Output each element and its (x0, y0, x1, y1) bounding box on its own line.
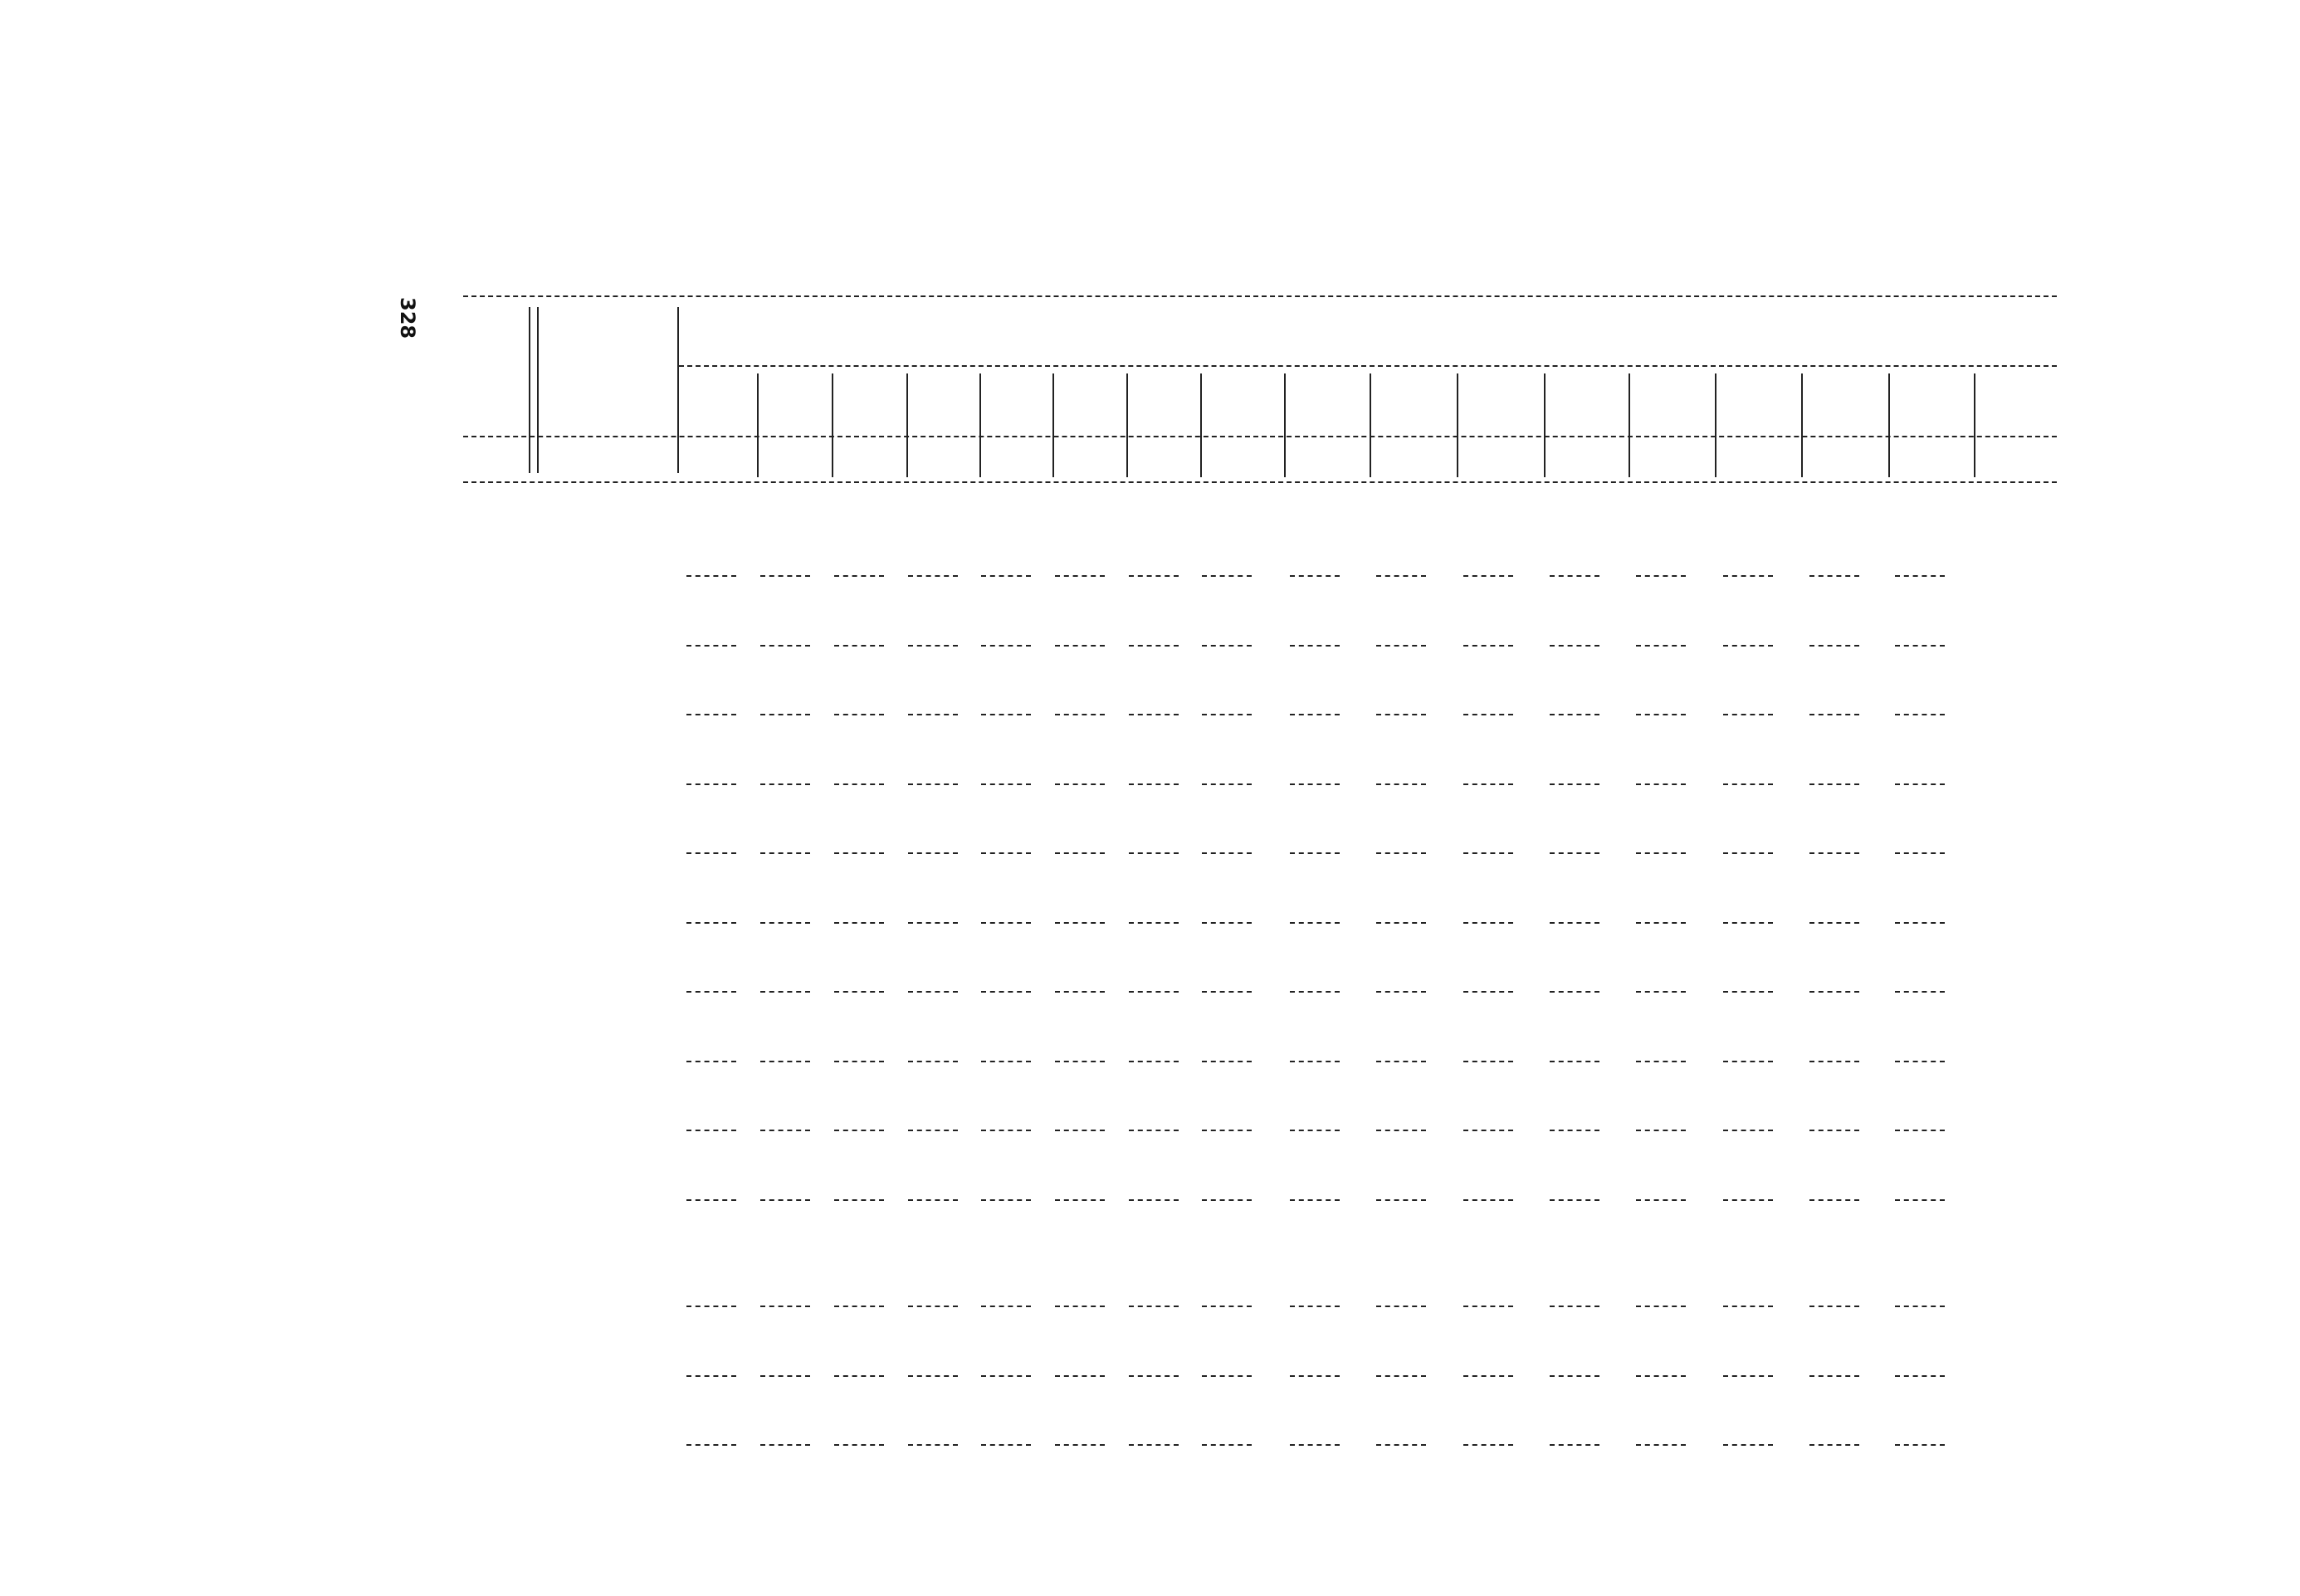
fraction-bar (1636, 1061, 1686, 1062)
fraction-bar (981, 1444, 1031, 1446)
fraction-bar (1809, 1375, 1859, 1377)
fraction-bar (908, 783, 958, 785)
fraction-bar (1129, 714, 1179, 715)
fraction-bar (1463, 1061, 1513, 1062)
fraction-bar (1376, 922, 1426, 924)
fraction-bar (908, 1199, 958, 1201)
fraction-bar (834, 714, 884, 715)
header-rule-top (463, 295, 2057, 297)
fraction-bar (1463, 1444, 1513, 1446)
region-column-rule (1629, 373, 1630, 477)
fraction-bar (1809, 922, 1859, 924)
fraction-bar (1290, 1130, 1340, 1131)
fraction-bar (1809, 1130, 1859, 1131)
fraction-bar (1636, 575, 1686, 577)
fraction-bar (1550, 1199, 1599, 1201)
fraction-bar (1636, 991, 1686, 993)
fraction-bar (1290, 1061, 1340, 1062)
fraction-bar (1895, 1444, 1945, 1446)
fraction-bar (1202, 1061, 1252, 1062)
fraction-bar (1463, 852, 1513, 854)
fraction-bar (1463, 645, 1513, 647)
region-column-rule (906, 373, 908, 477)
fraction-bar (1376, 1306, 1426, 1307)
page-number: 328 (396, 297, 419, 339)
fraction-bar (686, 1061, 736, 1062)
fraction-bar (1202, 645, 1252, 647)
region-column-rule (1888, 373, 1890, 477)
fraction-bar (1895, 1375, 1945, 1377)
fraction-bar (1550, 1130, 1599, 1131)
fraction-bar (1636, 1306, 1686, 1307)
fraction-bar (760, 1444, 810, 1446)
fraction-bar (760, 922, 810, 924)
fraction-bar (1055, 922, 1105, 924)
fraction-bar (1129, 922, 1179, 924)
fraction-bar (1202, 1375, 1252, 1377)
fraction-bar (760, 1375, 810, 1377)
fraction-bar (1723, 783, 1773, 785)
fraction-bar (1723, 991, 1773, 993)
fraction-bar (1550, 1306, 1599, 1307)
region-column-rule (1715, 373, 1716, 477)
fraction-bar (1550, 991, 1599, 993)
fraction-bar (1129, 852, 1179, 854)
fraction-bar (1463, 1306, 1513, 1307)
fraction-bar (1550, 852, 1599, 854)
fraction-bar (1129, 1306, 1179, 1307)
fraction-bar (1895, 783, 1945, 785)
fraction-bar (1809, 852, 1859, 854)
fraction-bar (1376, 783, 1426, 785)
fraction-bar (1129, 645, 1179, 647)
fraction-bar (834, 575, 884, 577)
fraction-bar (760, 1061, 810, 1062)
header-vertical-rule (677, 307, 679, 473)
fraction-bar (1129, 575, 1179, 577)
fraction-bar (1055, 714, 1105, 715)
fraction-bar (1202, 1130, 1252, 1131)
fraction-bar (834, 645, 884, 647)
fraction-bar (1290, 922, 1340, 924)
fraction-bar (686, 575, 736, 577)
fraction-bar (1376, 852, 1426, 854)
fraction-bar (1809, 991, 1859, 993)
fraction-bar (1463, 922, 1513, 924)
fraction-bar (1463, 1199, 1513, 1201)
fraction-bar (1636, 1444, 1686, 1446)
region-column-rule (979, 373, 981, 477)
fraction-bar (1636, 1375, 1686, 1377)
fraction-bar (760, 714, 810, 715)
fraction-bar (1290, 1306, 1340, 1307)
fraction-bar (1055, 1061, 1105, 1062)
fraction-bar (1636, 922, 1686, 924)
fraction-bar (1290, 1199, 1340, 1201)
fraction-bar (1895, 645, 1945, 647)
fraction-bar (1129, 991, 1179, 993)
fraction-bar (908, 1306, 958, 1307)
fraction-bar (1636, 1199, 1686, 1201)
fraction-bar (1723, 1061, 1773, 1062)
region-column-rule (1457, 373, 1458, 477)
fraction-bar (686, 991, 736, 993)
fraction-bar (834, 1061, 884, 1062)
fraction-bar (834, 1306, 884, 1307)
fraction-bar (908, 714, 958, 715)
fraction-bar (981, 922, 1031, 924)
fraction-bar (1550, 922, 1599, 924)
fraction-bar (834, 1375, 884, 1377)
fraction-bar (1550, 645, 1599, 647)
fraction-bar (834, 922, 884, 924)
fraction-bar (1550, 1061, 1599, 1062)
fraction-bar (981, 1061, 1031, 1062)
fraction-bar (1550, 783, 1599, 785)
fraction-bar (686, 1444, 736, 1446)
fraction-bar (1129, 1199, 1179, 1201)
fraction-bar (1290, 714, 1340, 715)
fraction-bar (1723, 1375, 1773, 1377)
fraction-bar (1636, 852, 1686, 854)
fraction-bar (1055, 783, 1105, 785)
fraction-bar (981, 1375, 1031, 1377)
fraction-bar (1895, 1130, 1945, 1131)
fraction-bar (760, 991, 810, 993)
fraction-bar (1723, 922, 1773, 924)
fraction-bar (908, 1375, 958, 1377)
fraction-bar (1290, 852, 1340, 854)
fraction-bar (1055, 645, 1105, 647)
fraction-bar (686, 1130, 736, 1131)
fraction-bar (834, 783, 884, 785)
fraction-bar (1129, 1444, 1179, 1446)
header-vertical-rule (529, 307, 530, 473)
fraction-bar (1055, 1199, 1105, 1201)
fraction-bar (1129, 1130, 1179, 1131)
fraction-bar (1376, 1061, 1426, 1062)
fraction-bar (1290, 645, 1340, 647)
region-column-rule (1370, 373, 1371, 477)
fraction-bar (834, 1199, 884, 1201)
fraction-bar (1895, 922, 1945, 924)
fraction-bar (1376, 575, 1426, 577)
fraction-bar (1895, 1306, 1945, 1307)
fraction-bar (1895, 852, 1945, 854)
region-column-rule (1052, 373, 1054, 477)
fraction-bar (1202, 922, 1252, 924)
fraction-bar (1129, 783, 1179, 785)
fraction-bar (981, 1306, 1031, 1307)
fraction-bar (1055, 991, 1105, 993)
fraction-bar (908, 575, 958, 577)
fraction-bar (1809, 1306, 1859, 1307)
region-column-rule (757, 373, 759, 477)
fraction-bar (1055, 575, 1105, 577)
fraction-bar (1723, 852, 1773, 854)
fraction-bar (981, 1199, 1031, 1201)
fraction-bar (1463, 1130, 1513, 1131)
fraction-bar (1376, 645, 1426, 647)
header-vertical-rule (537, 307, 539, 473)
fraction-bar (1129, 1375, 1179, 1377)
fraction-bar (1550, 1375, 1599, 1377)
fraction-bar (908, 991, 958, 993)
fraction-bar (760, 575, 810, 577)
fraction-bar (1202, 991, 1252, 993)
fraction-bar (1055, 1130, 1105, 1131)
fraction-bar (834, 991, 884, 993)
fraction-bar (760, 852, 810, 854)
fraction-bar (1723, 1130, 1773, 1131)
fraction-bar (760, 645, 810, 647)
fraction-bar (834, 852, 884, 854)
fraction-bar (1463, 1375, 1513, 1377)
fraction-bar (1636, 783, 1686, 785)
fraction-bar (908, 1444, 958, 1446)
fraction-bar (981, 575, 1031, 577)
region-column-rule (1544, 373, 1546, 477)
fraction-bar (834, 1130, 884, 1131)
fraction-bar (1636, 714, 1686, 715)
fraction-bar (1376, 714, 1426, 715)
fraction-bar (1723, 645, 1773, 647)
fraction-bar (1809, 1444, 1859, 1446)
fraction-bar (1290, 575, 1340, 577)
fraction-bar (686, 783, 736, 785)
fraction-bar (1809, 645, 1859, 647)
fraction-bar (1463, 783, 1513, 785)
fraction-bar (760, 1199, 810, 1201)
fraction-bar (1290, 991, 1340, 993)
fraction-bar (908, 922, 958, 924)
fraction-bar (1463, 575, 1513, 577)
fraction-bar (1202, 1306, 1252, 1307)
fraction-bar (1550, 714, 1599, 715)
fraction-bar (1723, 1306, 1773, 1307)
fraction-bar (981, 852, 1031, 854)
fraction-bar (1376, 991, 1426, 993)
region-column-rule (1284, 373, 1286, 477)
fraction-bar (1895, 991, 1945, 993)
fraction-bar (981, 991, 1031, 993)
fraction-bar (1895, 1061, 1945, 1062)
fraction-bar (1809, 783, 1859, 785)
fraction-bar (760, 1306, 810, 1307)
region-column-rule (1801, 373, 1803, 477)
fraction-bar (686, 714, 736, 715)
fraction-bar (908, 645, 958, 647)
fraction-bar (908, 852, 958, 854)
fraction-bar (1129, 1061, 1179, 1062)
region-column-rule (1974, 373, 1975, 477)
fraction-bar (1723, 714, 1773, 715)
fraction-bar (1290, 1444, 1340, 1446)
fraction-bar (1290, 783, 1340, 785)
fraction-bar (1055, 852, 1105, 854)
fraction-bar (834, 1444, 884, 1446)
fraction-bar (1376, 1444, 1426, 1446)
fraction-bar (1290, 1375, 1340, 1377)
fraction-bar (1202, 852, 1252, 854)
region-column-rule (832, 373, 833, 477)
fraction-bar (1463, 991, 1513, 993)
fraction-bar (1723, 575, 1773, 577)
fraction-bar (981, 1130, 1031, 1131)
fraction-bar (1055, 1306, 1105, 1307)
fraction-bar (1809, 1199, 1859, 1201)
fraction-bar (1636, 645, 1686, 647)
fraction-bar (1809, 1061, 1859, 1062)
fraction-bar (1723, 1444, 1773, 1446)
fraction-bar (686, 645, 736, 647)
fraction-bar (1202, 783, 1252, 785)
fraction-bar (1463, 714, 1513, 715)
fraction-bar (1723, 1199, 1773, 1201)
fraction-bar (1809, 714, 1859, 715)
fraction-bar (1895, 714, 1945, 715)
header-rule-bottom (463, 481, 2057, 483)
fraction-bar (1376, 1375, 1426, 1377)
fraction-bar (686, 852, 736, 854)
fraction-bar (1550, 575, 1599, 577)
fraction-bar (1376, 1199, 1426, 1201)
fraction-bar (686, 1199, 736, 1201)
fraction-bar (686, 922, 736, 924)
fraction-bar (1202, 575, 1252, 577)
fraction-bar (981, 714, 1031, 715)
fraction-bar (981, 783, 1031, 785)
fraction-bar (1809, 575, 1859, 577)
fraction-bar (760, 783, 810, 785)
fraction-bar (1055, 1444, 1105, 1446)
fraction-bar (686, 1375, 736, 1377)
fraction-bar (760, 1130, 810, 1131)
fraction-bar (1895, 575, 1945, 577)
region-column-rule (1200, 373, 1202, 477)
fraction-bar (1055, 1375, 1105, 1377)
region-column-rule (1126, 373, 1128, 477)
fraction-bar (1895, 1199, 1945, 1201)
header-rule-sub (463, 436, 2057, 437)
fraction-bar (908, 1130, 958, 1131)
fraction-bar (1376, 1130, 1426, 1131)
fraction-bar (1202, 1199, 1252, 1201)
header-rule-mid (679, 365, 2057, 367)
fraction-bar (1202, 714, 1252, 715)
fraction-bar (1202, 1444, 1252, 1446)
fraction-bar (686, 1306, 736, 1307)
fraction-bar (1636, 1130, 1686, 1131)
fraction-bar (981, 645, 1031, 647)
fraction-bar (908, 1061, 958, 1062)
fraction-bar (1550, 1444, 1599, 1446)
